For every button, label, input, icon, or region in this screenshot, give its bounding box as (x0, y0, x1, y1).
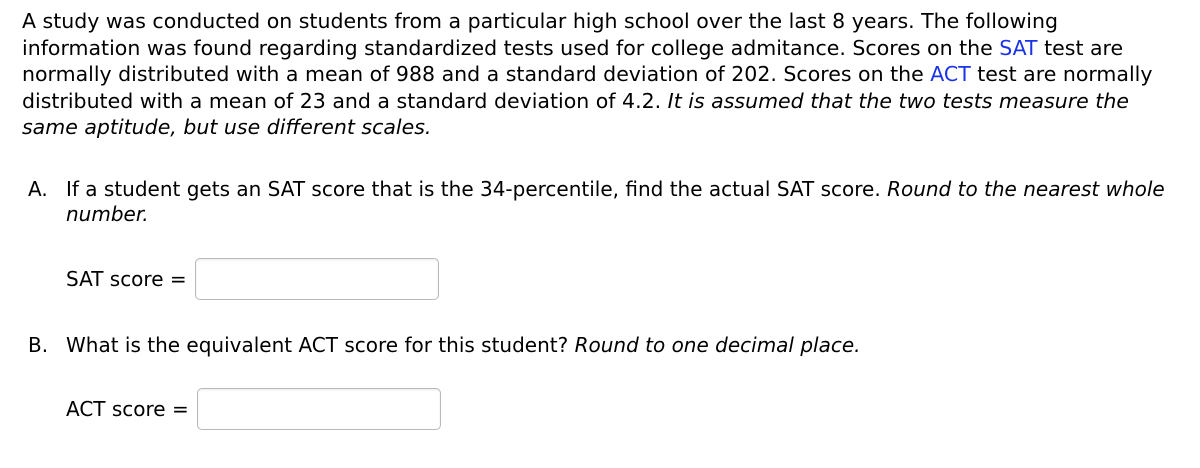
question-b-letter: B. (28, 333, 49, 357)
sat-score-label: SAT score = (66, 267, 187, 291)
act-score-label: ACT score = (66, 397, 189, 421)
question-b-instruction: Round to one decimal place. (574, 333, 861, 357)
problem-container (22, 8, 1182, 141)
act-answer-row (66, 388, 441, 430)
question-b (28, 333, 1168, 358)
question-a-text (66, 177, 1168, 227)
act-score-input[interactable] (197, 388, 441, 430)
intro-text-3: test are normally distributed with a mean of 23 and a standard deviation of 4.2. (22, 62, 1153, 113)
question-a-prompt: If a student gets an SAT score that is the 34-percentile, find the actual SAT score. (66, 177, 888, 201)
sat-answer-row (66, 258, 439, 300)
question-b-text (66, 333, 1168, 358)
intro-text-2: test are normally distributed with a mean of 988 and a standard deviation of 202. Scores on the (22, 35, 1124, 86)
question-b-prompt: What is the equivalent ACT score for this student? (66, 333, 575, 357)
sat-term: SAT (999, 35, 1038, 60)
sat-score-input[interactable] (195, 258, 439, 300)
problem-intro (22, 8, 1182, 141)
assumption-text: It is assumed that the two tests measure the same aptitude, but use different scales. (22, 88, 1129, 139)
question-a-instruction: Round to the nearest whole number. (66, 177, 1165, 226)
act-term: ACT (930, 62, 971, 86)
intro-text-1: A study was conducted on students from a particular high school over the last 8 years. The following information was found regarding standardized tests used for college admitance. Scores on the (22, 9, 1058, 60)
question-a-letter: A. (28, 177, 48, 201)
question-a (28, 177, 1168, 227)
